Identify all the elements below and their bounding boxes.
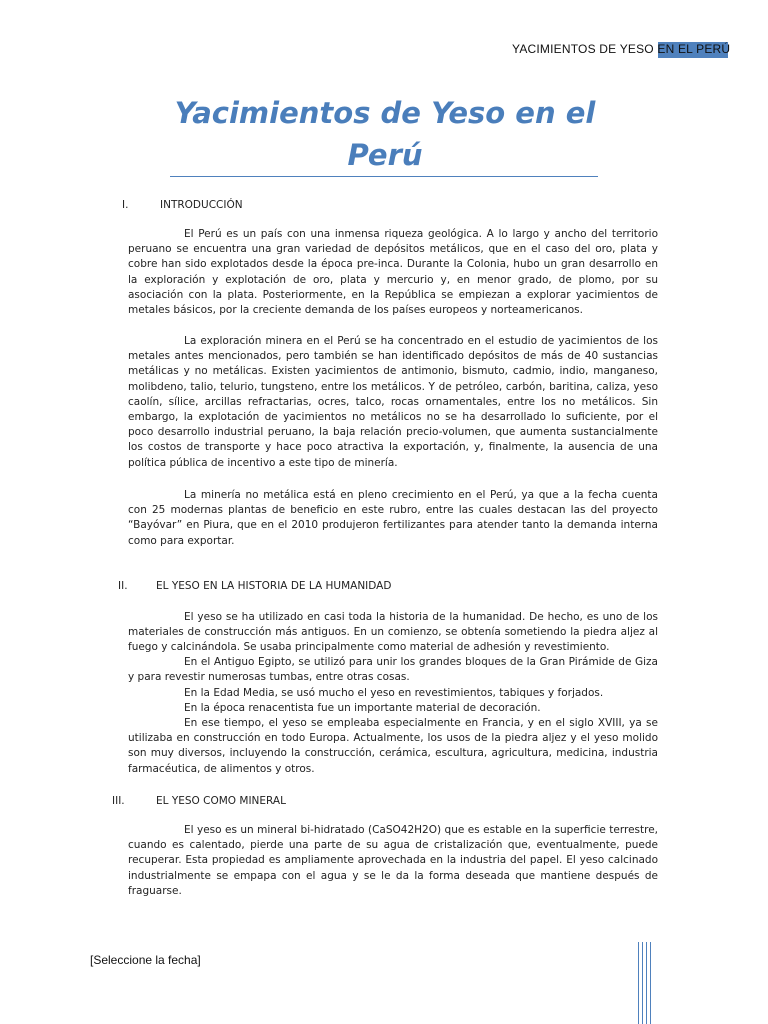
title-underline <box>170 176 598 177</box>
section-title: EL YESO COMO MINERAL <box>156 795 286 807</box>
document-title: Yacimientos de Yeso en el Perú <box>174 96 596 172</box>
section-number: III. <box>112 795 125 807</box>
section-number: II. <box>118 580 128 592</box>
paragraph: El Perú es un país con una inmensa riqueza geológica. A lo largo y ancho del territorio peruano se encuentra una gran variedad de depósitos metálicos, que en el caso del oro, plata y cobre han sido explotados desde la época pre-inca. Durante la Colonia, hubo un gran desarrollo en la exploración y explotación de oro, plata y mercurio y, en menor grado, de plomo, por su asociación con la plata. Posteriormente, en la República se empiezan a explorar yacimientos de metales básicos, por la creciente demanda de los países europeos y norteamericanos. <box>128 228 658 317</box>
paragraph: La exploración minera en el Perú se ha concentrado en el estudio de yacimientos de los metales antes mencionados, pero también se han identificado depósitos de más de 40 sustancias metálicas y no metálicas. Existen yacimientos de antimonio, bismuto, cadmio, indio, manganeso, molibdeno, talio, telurio, tungsteno, entre los metálicos. Y de petróleo, carbón, baritina, caliza, yeso caolín, sílice, arcillas refractarias, ocres, talco, rocas ornamentales, entre los no metálicos. Sin embargo, la explotación de yacimientos no metálicos no se ha desarrollado lo suficiente, por el poco desarrollo industrial peruano, la baja relación precio-volumen, que aumenta sustancialmente los costos de transporte y hace poco atractiva la exportación, y, finalmente, la ausencia de una política pública de incentivo a este tipo de minería. <box>128 335 658 469</box>
footer-date-placeholder: [Seleccione la fecha] <box>90 953 201 967</box>
paragraph: En el Antiguo Egipto, se utilizó para unir los grandes bloques de la Gran Pirámide de Giza y para revestir numerosas tumbas, entre otras cosas. <box>128 656 658 684</box>
section-number: I. <box>122 199 129 211</box>
paragraph: El yeso es un mineral bi-hidratado (CaSO42H2O) que es estable en la superficie terrestre, cuando es calentado, pierde una parte de su agua de cristalización que, eventualmente, puede recuperar. Esta propiedad es ampliamente aprovechada en la industria del papel. El yeso calcinado industrialmente se empapa con el agua y se le da la forma deseada que mantiene después de fraguarse. <box>128 824 658 897</box>
paragraph: En la época renacentista fue un importante material de decoración. <box>184 702 541 714</box>
running-header: YACIMIENTOS DE YESO EN EL PERÚ <box>512 42 731 56</box>
footer-decorative-rules <box>638 942 652 1024</box>
section-title: INTRODUCCIÓN <box>160 199 243 211</box>
paragraph: En ese tiempo, el yeso se empleaba especialmente en Francia, y en el siglo XVIII, ya se utilizaba en construcción en todo Europa. Actualmente, los usos de la piedra aljez y el yeso molido son muy diversos, incluyendo la construcción, cerámica, escultura, agricultura, medicina, industria farmacéutica, de alimentos y otros. <box>128 717 658 775</box>
section-title: EL YESO EN LA HISTORIA DE LA HUMANIDAD <box>156 580 392 592</box>
paragraph: En la Edad Media, se usó mucho el yeso en revestimientos, tabiques y forjados. <box>184 687 604 699</box>
paragraph: La minería no metálica está en pleno crecimiento en el Perú, ya que a la fecha cuenta con 25 modernas plantas de beneficio en este rubro, entre las cuales destacan las del proyecto “Bayóvar” en Piura, que en el 2010 produjeron fertilizantes para atender tanto la demanda interna como para exportar. <box>128 489 658 547</box>
paragraph: El yeso se ha utilizado en casi toda la historia de la humanidad. De hecho, es uno de los materiales de construcción más antiguos. En un comienzo, se obtenía sometiendo la piedra aljez al fuego y calcinándola. Se usaba principalmente como material de adhesión y revestimiento. <box>128 611 658 654</box>
